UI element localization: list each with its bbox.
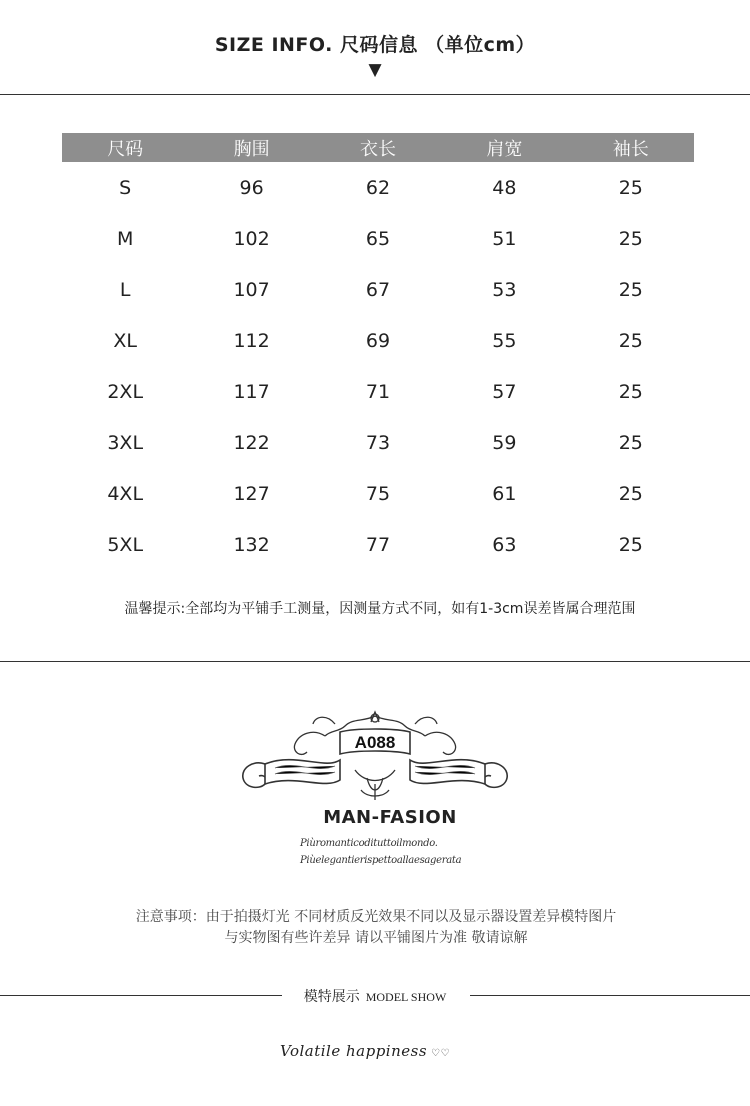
- brand-motto-line: Piùelegantierispettoallaesagerata: [300, 855, 462, 866]
- table-row: [62, 264, 694, 315]
- table-cell: 2XL: [107, 380, 144, 403]
- column-header: 胸围: [188, 133, 314, 162]
- table-row: [62, 366, 694, 417]
- table-cell: XL: [113, 329, 137, 352]
- model-show-en: MODEL SHOW: [365, 990, 447, 1004]
- brand-code: A088: [354, 733, 396, 752]
- page-title: SIZE INFO. 尺码信息 （单位cm）: [214, 34, 536, 56]
- top-divider: [0, 94, 750, 95]
- table-row: [62, 213, 694, 264]
- brand-motto-line: Piùromanticodituttoilmondo.: [300, 838, 438, 849]
- column-header: 肩宽: [441, 133, 567, 162]
- table-cell: 63: [492, 533, 517, 556]
- table-cell: 25: [618, 431, 643, 454]
- table-cell: 25: [618, 482, 643, 505]
- model-show-heading: [280, 986, 470, 1006]
- table-cell: 25: [618, 176, 643, 199]
- table-cell: 25: [618, 227, 643, 250]
- middle-divider: [0, 661, 750, 662]
- table-cell: 4XL: [107, 482, 144, 505]
- table-cell: 48: [492, 176, 517, 199]
- table-row: [62, 519, 694, 570]
- table-cell: 57: [492, 380, 517, 403]
- table-cell: 102: [233, 227, 270, 250]
- measurement-tip: 温馨提示:全部均为平铺手工测量，因测量方式不同，如有1-3cm误差皆属合理范围: [124, 601, 636, 617]
- table-cell: 127: [233, 482, 270, 505]
- table-cell: 67: [365, 278, 391, 301]
- table-row: [62, 315, 694, 366]
- table-cell: 107: [233, 278, 270, 301]
- table-cell: 59: [492, 431, 517, 454]
- footer-script: [280, 1042, 480, 1060]
- table-cell: 75: [365, 482, 391, 505]
- table-cell: S: [119, 176, 132, 199]
- brand-emblem-icon: [235, 708, 515, 808]
- table-cell: 117: [233, 380, 270, 403]
- table-header-row: [62, 133, 694, 162]
- table-cell: 25: [618, 329, 643, 352]
- hearts-icon: ♡♡: [431, 1048, 450, 1059]
- column-header: 袖长: [568, 133, 694, 162]
- table-cell: 25: [618, 278, 643, 301]
- notice-line: 注意事项：由于拍摄灯光 不同材质反光效果不同以及显示器设置差异模特图片: [135, 909, 617, 925]
- table-cell: 51: [492, 227, 517, 250]
- table-row: [62, 468, 694, 519]
- table-cell: 25: [618, 380, 643, 403]
- brand-name: MAN-FASION: [323, 807, 457, 828]
- table-cell: 5XL: [107, 533, 144, 556]
- model-show-left-line: [0, 995, 282, 996]
- table-row: [62, 417, 694, 468]
- table-cell: 132: [233, 533, 270, 556]
- table-cell: 77: [365, 533, 391, 556]
- table-cell: 65: [365, 227, 391, 250]
- table-cell: 53: [492, 278, 517, 301]
- table-cell: 112: [233, 329, 270, 352]
- size-table: [62, 133, 694, 570]
- table-cell: 73: [365, 431, 391, 454]
- table-cell: 122: [233, 431, 270, 454]
- model-show-zh: 模特展示: [303, 989, 360, 1005]
- model-show-right-line: [470, 995, 750, 996]
- footer-script-text: Volatile happiness: [280, 1042, 428, 1060]
- table-cell: 62: [365, 176, 391, 199]
- table-cell: 61: [492, 482, 517, 505]
- table-cell: 3XL: [107, 431, 144, 454]
- table-cell: 96: [239, 176, 264, 199]
- table-row: [62, 162, 694, 213]
- down-arrow-icon: ▼: [368, 60, 382, 80]
- table-cell: L: [119, 278, 131, 301]
- table-cell: 55: [492, 329, 517, 352]
- table-cell: 71: [365, 380, 391, 403]
- notice-line: 与实物图有些许差异 请以平铺图片为准 敬请谅解: [224, 930, 528, 946]
- column-header: 尺码: [62, 133, 188, 162]
- table-cell: M: [116, 227, 134, 250]
- table-cell: 69: [365, 329, 391, 352]
- column-header: 衣长: [315, 133, 441, 162]
- table-cell: 25: [618, 533, 643, 556]
